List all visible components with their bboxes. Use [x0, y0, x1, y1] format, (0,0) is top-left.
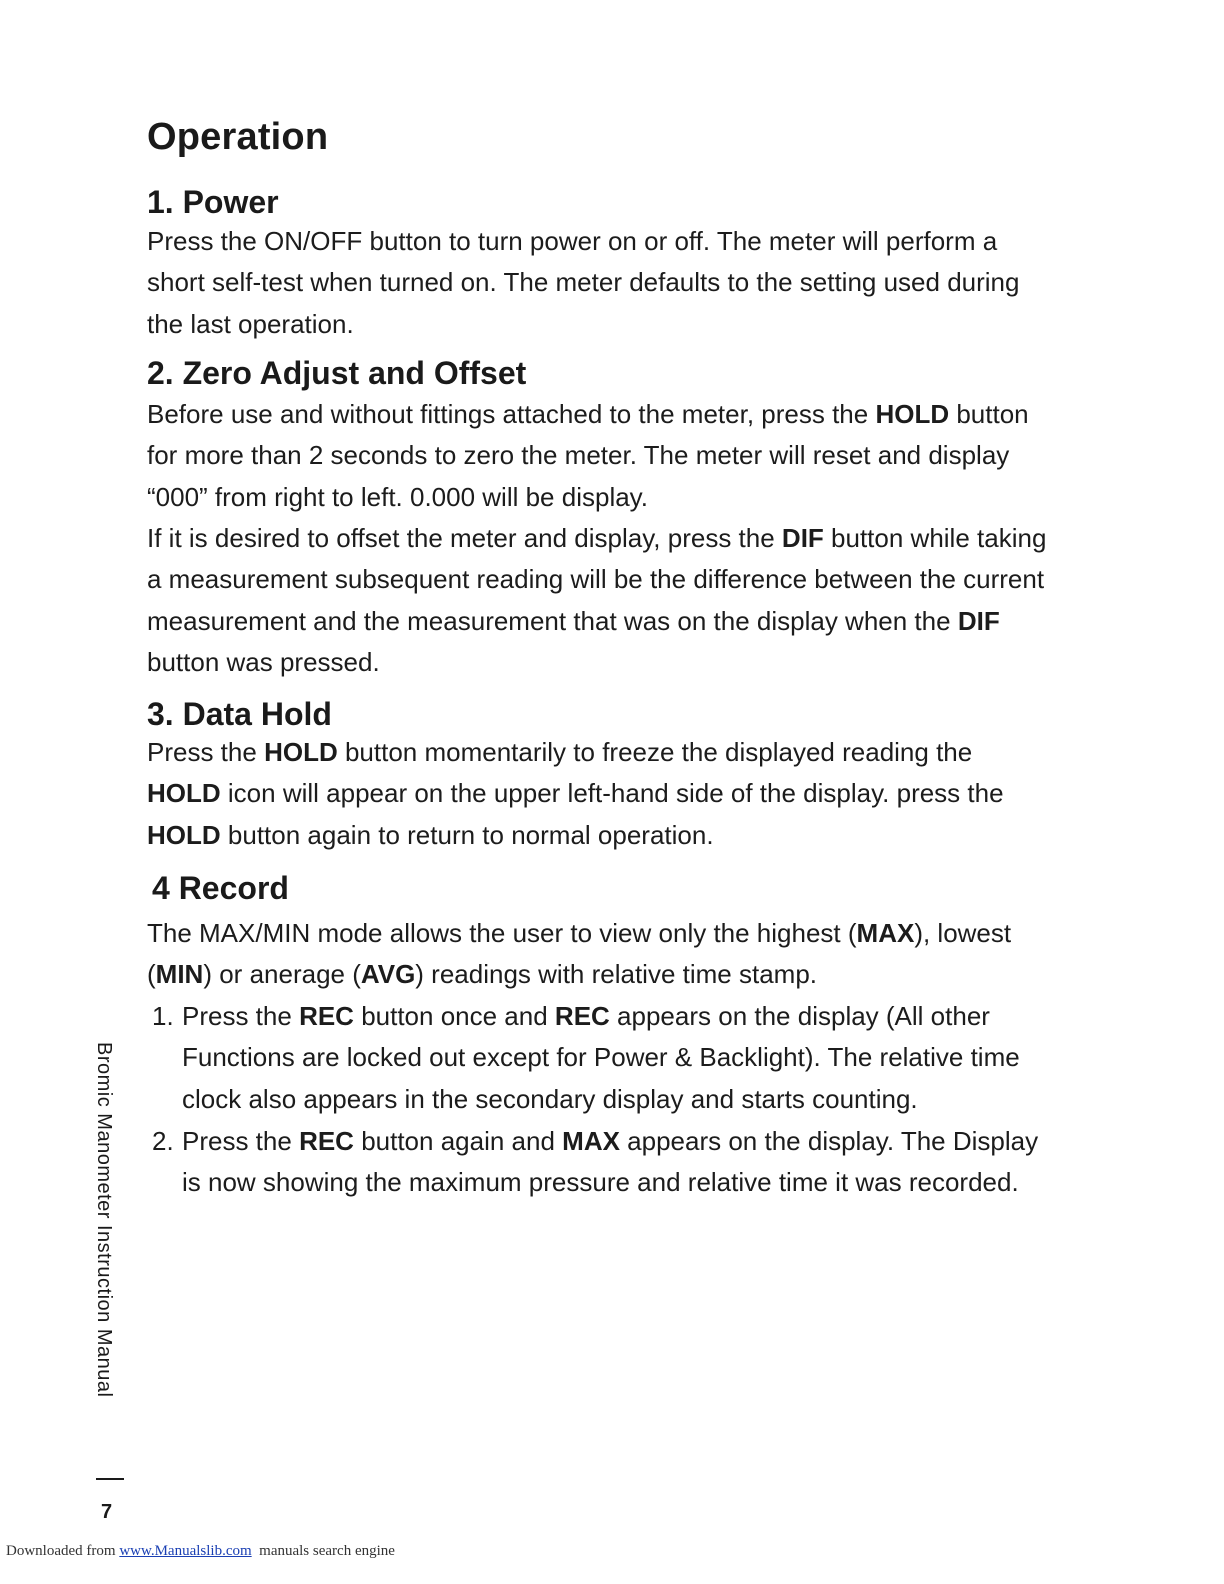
- hold-icon-name: HOLD: [147, 778, 221, 809]
- text-run: button again to return to normal operation.: [220, 819, 714, 850]
- page-title: Operation: [147, 116, 329, 158]
- text-run: If it is desired to offset the meter and display, press the: [147, 523, 782, 553]
- text-run: Press the: [182, 1001, 300, 1031]
- text-run: Press the: [182, 1126, 300, 1156]
- list-item-text: [152, 1121, 1052, 1204]
- data-hold-paragraph: [147, 732, 1037, 856]
- side-divider: [96, 1478, 124, 1480]
- power-paragraph: Press the ON/OFF button to turn power on or off. The meter will perform a short self-test when turned on. The meter defaults to the setting used during the last operation.: [147, 226, 1020, 339]
- footer-suffix: manuals search engine: [251, 1543, 395, 1559]
- section-title-data-hold: 3. Data Hold: [147, 696, 332, 732]
- text-run: The MAX/MIN mode allows the user to view only the highest (: [147, 918, 857, 948]
- text-run: button was pressed.: [147, 646, 380, 677]
- button-name-dif: DIF: [781, 523, 824, 553]
- record-paragraph: [147, 913, 1057, 996]
- text-run: button while taking a measurement subsequent reading will be the difference between the current measurement and the measurement that was on the display when the: [147, 523, 1047, 636]
- list-number: 1.: [152, 1001, 174, 1031]
- mode-avg: AVG: [360, 959, 416, 990]
- text-run: ), lowest (: [147, 918, 1012, 990]
- text-run: button once and: [353, 1001, 555, 1031]
- text-run: button for more than 2 seconds to zero the meter. The meter will reset and display “000” from right to left. 0.000 will be display.: [147, 399, 1029, 512]
- text-run: Before use and without fittings attached to the meter, press the: [147, 399, 876, 429]
- button-name-rec: REC: [299, 1001, 354, 1031]
- zero-adjust-paragraph: [147, 394, 1057, 518]
- download-footer: [6, 1543, 395, 1560]
- mode-min: MIN: [155, 959, 204, 990]
- button-name-hold: HOLD: [147, 819, 221, 850]
- section-title-record: 4 Record: [152, 870, 289, 906]
- button-name-rec: REC: [299, 1126, 354, 1156]
- button-name-hold: HOLD: [264, 737, 338, 767]
- text-run: appears on the display (All other Functions are locked out except for Power & Backlight). The relative time clock also appears in the secondary display and starts counting.: [182, 1001, 1020, 1114]
- button-name-dif: DIF: [957, 605, 1000, 636]
- list-item-text: [152, 996, 1052, 1120]
- footer-prefix: Downloaded from: [6, 1543, 120, 1559]
- list-item: [152, 996, 1052, 1120]
- offset-paragraph: [147, 518, 1057, 683]
- display-rec: REC: [554, 1001, 610, 1031]
- mode-max: MAX: [856, 918, 915, 948]
- text-run: ) or anerage (: [203, 959, 361, 990]
- text-run: button momentarily to freeze the displayed reading the: [337, 737, 973, 767]
- page-number: 7: [101, 1501, 113, 1523]
- manualslib-link[interactable]: www.Manualslib.com: [119, 1543, 252, 1559]
- text-run: Press the: [147, 737, 265, 767]
- button-name-hold: HOLD: [875, 399, 950, 429]
- list-item: [152, 1121, 1052, 1204]
- text-run: appears on the display. The Display is now showing the maximum pressure and relative time it was recorded.: [182, 1126, 1039, 1198]
- display-max: MAX: [562, 1126, 620, 1156]
- text-run: icon will appear on the upper left-hand side of the display. press the: [220, 778, 1004, 809]
- text-run: ) readings with relative time stamp.: [415, 959, 818, 990]
- section-title-power: 1. Power: [147, 184, 279, 220]
- list-number: 2.: [152, 1126, 174, 1156]
- text-run: button again and: [353, 1126, 563, 1156]
- side-running-title: Bromic Manometer Instruction Manual: [93, 1042, 115, 1398]
- section-title-zero-adjust: 2. Zero Adjust and Offset: [147, 355, 527, 391]
